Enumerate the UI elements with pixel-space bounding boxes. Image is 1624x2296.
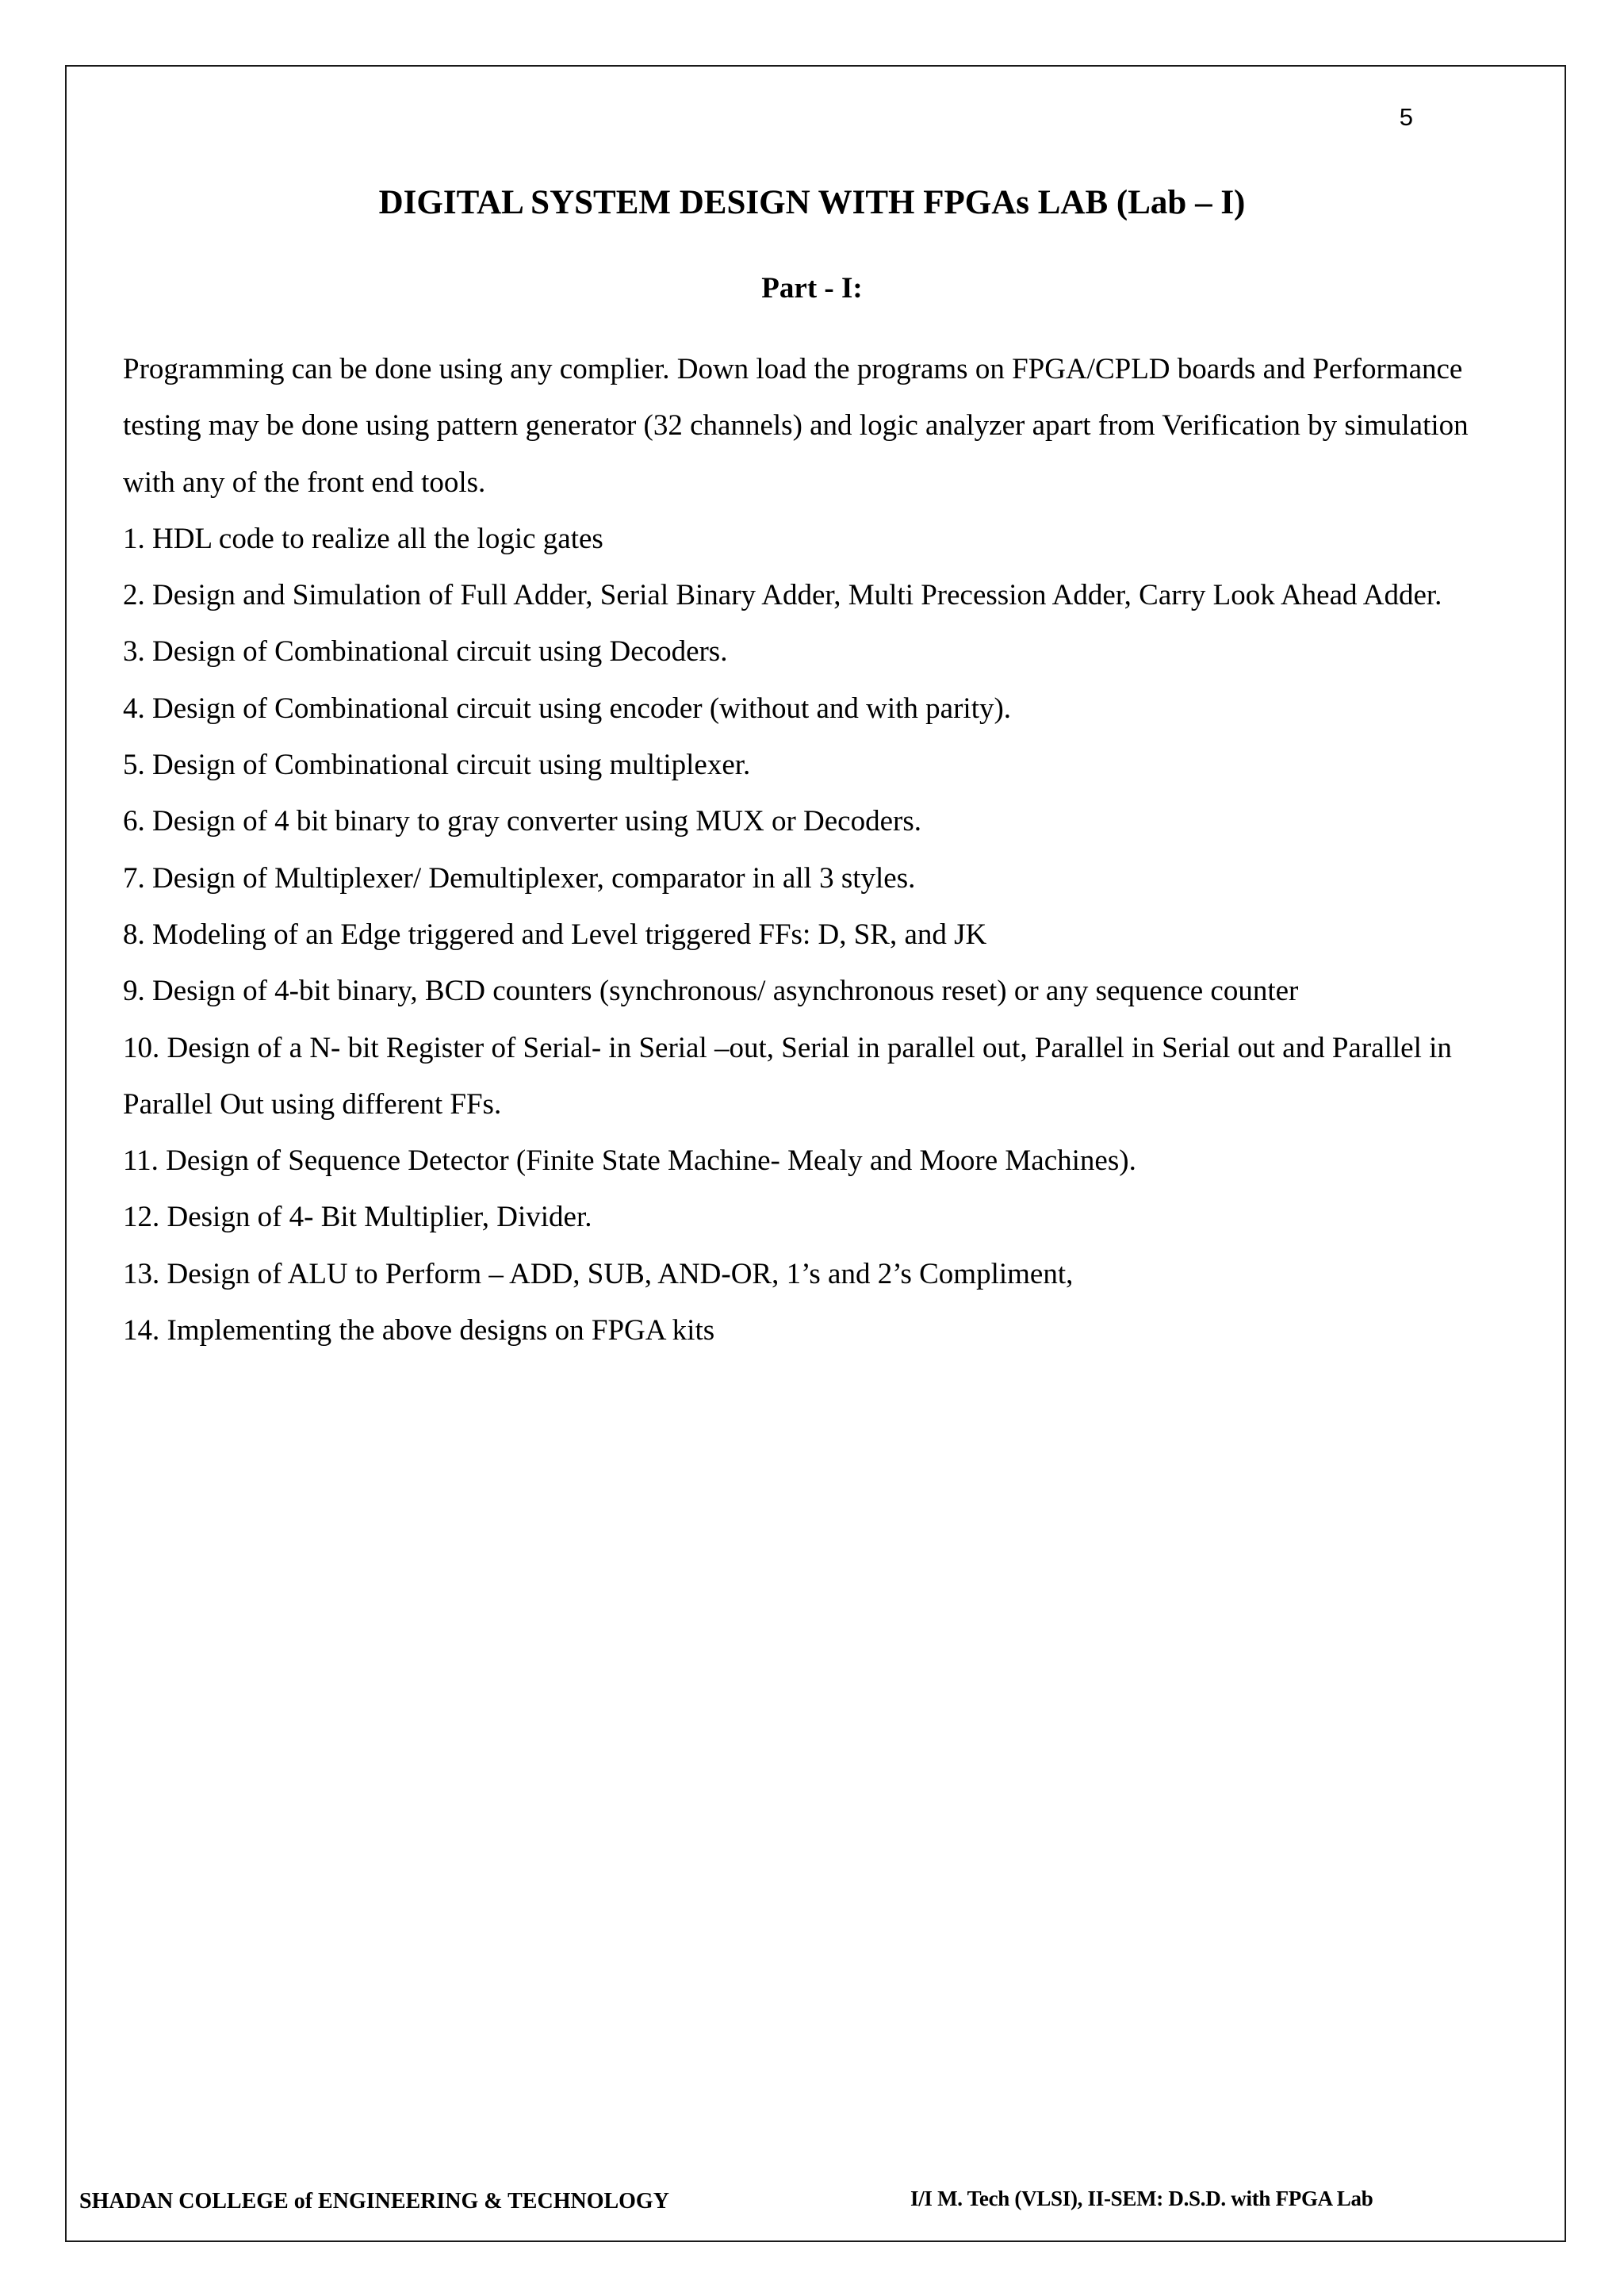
document-title: DIGITAL SYSTEM DESIGN WITH FPGAs LAB (Lab – I) xyxy=(378,184,1246,221)
page-number: 5 xyxy=(1399,103,1413,131)
list-item: 1. HDL code to realize all the logic gates xyxy=(123,522,603,555)
list-item: 13. Design of ALU to Perform – ADD, SUB, AND-OR, 1’s and 2’s Compliment, xyxy=(123,1257,1074,1290)
list-item: 7. Design of Multiplexer/ Demultiplexer, comparator in all 3 styles. xyxy=(123,861,916,895)
footer-course-info: I/I M. Tech (VLSI), II-SEM: D.S.D. with FPGA Lab xyxy=(910,2187,1373,2210)
list-item: 14. Implementing the above designs on FPGA kits xyxy=(123,1314,715,1347)
list-item: 2. Design and Simulation of Full Adder, Serial Binary Adder, Multi Precession Adder, Carry Look Ahead Adder. xyxy=(123,579,1442,612)
list-item: 5. Design of Combinational circuit using multiplexer. xyxy=(123,749,751,782)
list-item: 3. Design of Combinational circuit using Decoders. xyxy=(123,635,728,669)
list-item: 8. Modeling of an Edge triggered and Level triggered FFs: D, SR, and JK xyxy=(123,918,987,951)
list-item: 6. Design of 4 bit binary to gray converter using MUX or Decoders. xyxy=(123,805,921,838)
list-item: 12. Design of 4- Bit Multiplier, Divider. xyxy=(123,1201,592,1234)
intro-paragraph: Programming can be done using any complier. Down load the programs on FPGA/CPLD boards and Performance testing may be done using pattern generator (32 channels) and logic analyzer apart from Verification by simulation with any of the front end tools. xyxy=(123,353,1469,499)
list-item: 9. Design of 4-bit binary, BCD counters (synchronous/ asynchronous reset) or any sequence counter xyxy=(123,975,1299,1008)
list-item: 11. Design of Sequence Detector (Finite State Machine- Mealy and Moore Machines). xyxy=(123,1144,1136,1178)
experiment-list xyxy=(123,511,1519,1359)
document-body xyxy=(123,341,1519,1359)
part-heading: Part - I: xyxy=(761,272,863,305)
list-item: 10. Design of a N- bit Register of Serial- in Serial –out, Serial in parallel out, Parallel in Serial out and Parallel in Parallel Out using different FFs. xyxy=(123,1031,1452,1121)
list-item: 4. Design of Combinational circuit using encoder (without and with parity). xyxy=(123,692,1012,725)
footer-college-name: SHADAN COLLEGE of ENGINEERING & TECHNOLOGY xyxy=(79,2189,669,2214)
